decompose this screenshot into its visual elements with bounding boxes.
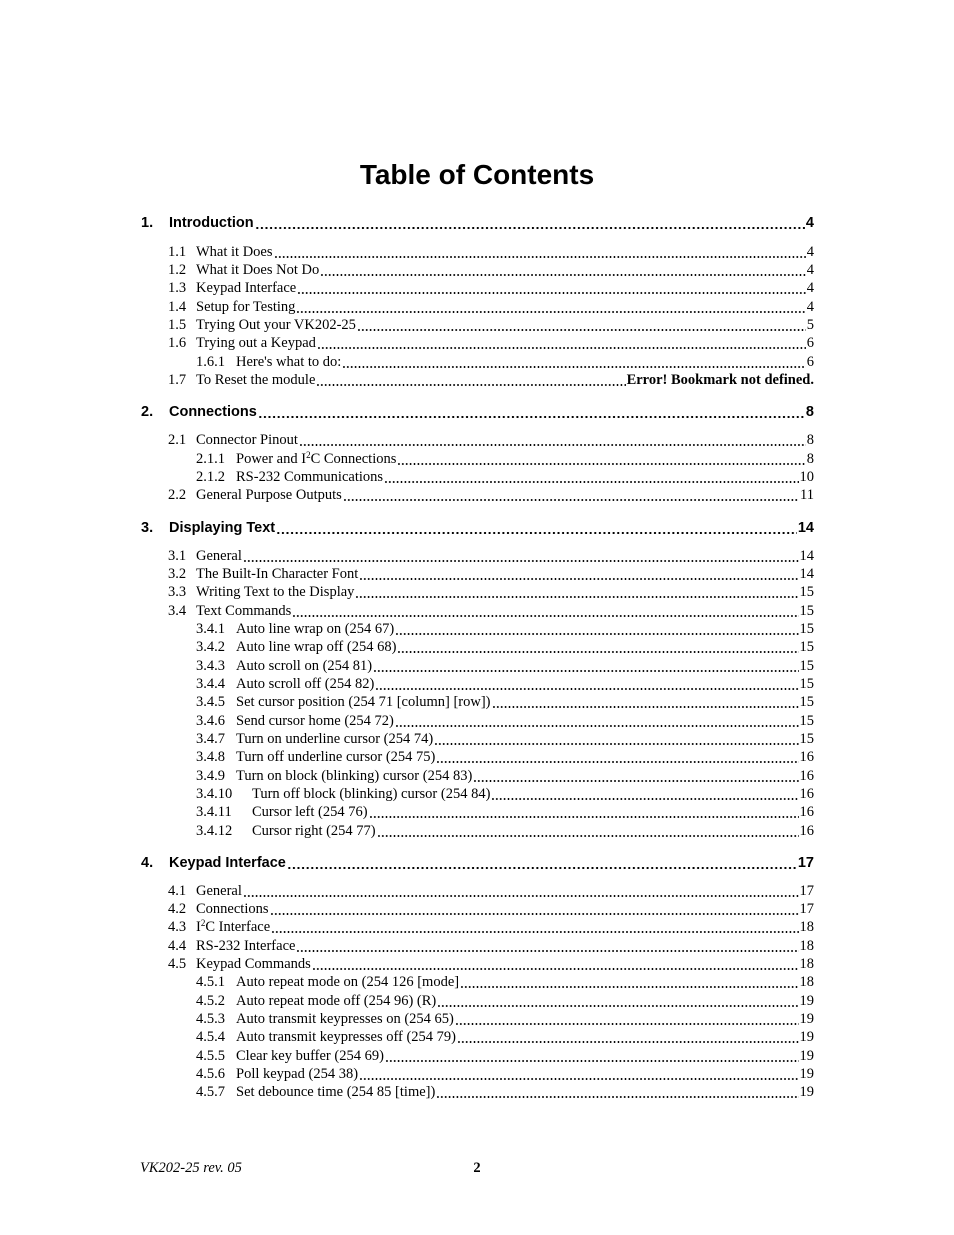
dot-leader — [384, 471, 798, 483]
toc-entry-number: 1. — [141, 215, 154, 231]
toc-entry-title: What it Does Not Do — [196, 262, 320, 278]
dot-leader — [270, 903, 799, 915]
toc-entry-number: 3. — [141, 520, 154, 536]
toc-entry-page: 16 — [799, 823, 814, 839]
toc-entry[interactable] — [168, 584, 814, 602]
toc-entry-page: 15 — [799, 676, 814, 692]
toc-entry[interactable] — [168, 956, 814, 974]
toc-entry[interactable] — [196, 713, 814, 731]
toc-entry-number: 4.5 — [168, 956, 187, 972]
toc-entry-number: 4.5.4 — [196, 1029, 225, 1045]
dot-leader — [397, 453, 805, 465]
dot-leader — [357, 319, 806, 331]
toc-entry-number: 4.5.5 — [196, 1048, 225, 1064]
toc-entry[interactable] — [196, 451, 814, 469]
toc-entry[interactable] — [196, 823, 814, 841]
toc-entry[interactable] — [168, 317, 814, 335]
toc-entry-title: Turn on block (blinking) cursor (254 83) — [236, 768, 473, 784]
dot-leader — [359, 568, 798, 580]
toc-entry[interactable] — [196, 768, 814, 786]
toc-entry-number: 3.1 — [168, 548, 187, 564]
toc-entry-number: 3.4.7 — [196, 731, 225, 747]
toc-entry-page: 19 — [799, 993, 814, 1009]
toc-entry-title: RS-232 Interface — [196, 938, 296, 954]
toc-entry[interactable] — [196, 1066, 814, 1084]
toc-entry-title: Auto transmit keypresses on (254 65) — [236, 1011, 454, 1027]
dot-leader — [317, 337, 806, 349]
toc-entry-title: Turn on underline cursor (254 74) — [236, 731, 434, 747]
toc-entry-number: 2. — [141, 404, 154, 420]
dot-leader — [375, 678, 798, 690]
toc-entry-title: General Purpose Outputs — [196, 487, 342, 503]
toc-entry[interactable] — [196, 731, 814, 749]
toc-entry[interactable] — [168, 262, 814, 280]
dot-leader — [473, 770, 798, 782]
toc-entry[interactable] — [196, 621, 814, 639]
toc-entry-page: 15 — [799, 694, 814, 710]
toc-entry-page: 16 — [799, 768, 814, 784]
toc-entry[interactable] — [168, 548, 814, 566]
dot-leader — [395, 715, 799, 727]
toc-entry-title: Set debounce time (254 85 [time]) — [236, 1084, 436, 1100]
toc-entry-page: 19 — [799, 1066, 814, 1082]
toc-entry-title: Send cursor home (254 72) — [236, 713, 394, 729]
toc-entry-page: 19 — [799, 1029, 814, 1045]
toc-entry-page: 15 — [799, 639, 814, 655]
toc-entry-title: Turn off block (blinking) cursor (254 84) — [252, 786, 491, 802]
dot-leader — [258, 406, 805, 418]
toc-entry[interactable] — [168, 919, 814, 937]
toc-entry-page: 8 — [805, 404, 814, 420]
toc-entry-title: Introduction — [169, 215, 254, 231]
toc-entry-title: Writing Text to the Display — [196, 584, 355, 600]
dot-leader — [397, 641, 798, 653]
toc-entry[interactable] — [168, 566, 814, 584]
toc-entry[interactable] — [168, 883, 814, 901]
toc-entry-title: Connections — [169, 404, 257, 420]
toc-entry-page: 14 — [799, 566, 814, 582]
dot-leader — [457, 1031, 798, 1043]
toc-entry-number: 3.4.10 — [196, 786, 233, 802]
toc-entry-title: Clear key buffer (254 69) — [236, 1048, 384, 1064]
dot-leader — [455, 1013, 799, 1025]
dot-leader — [373, 660, 798, 672]
toc-entry-number: 3.4.4 — [196, 676, 225, 692]
dot-leader — [436, 1086, 798, 1098]
toc-entry-title: Set cursor position (254 71 [column] [row]) — [236, 694, 491, 710]
toc-entry-number: 4.4 — [168, 938, 187, 954]
toc-entry-number: 3.4.5 — [196, 694, 225, 710]
toc-entry-title: General — [196, 883, 242, 899]
toc-entry-page: 18 — [799, 974, 814, 990]
toc-entry-title: Displaying Text — [169, 520, 276, 536]
dot-leader — [299, 434, 806, 446]
toc-entry-page: 4 — [805, 215, 814, 231]
dot-leader — [292, 605, 798, 617]
toc-entry-page: 18 — [799, 956, 814, 972]
toc-entry-title: Auto repeat mode on (254 126 [mode] — [236, 974, 460, 990]
toc-entry[interactable] — [196, 694, 814, 712]
toc-entry[interactable] — [196, 1084, 814, 1102]
toc-entry-title: RS-232 Communications — [236, 469, 384, 485]
toc-entry-page: 17 — [799, 901, 814, 917]
toc-entry-number: 4.5.2 — [196, 993, 225, 1009]
toc-entry-number: 4.5.7 — [196, 1084, 225, 1100]
toc-entry-title: Cursor right (254 77) — [252, 823, 376, 839]
toc-entry-page: 19 — [799, 1084, 814, 1100]
toc-entry-title: Trying out a Keypad — [196, 335, 316, 351]
toc-entry-page: 14 — [797, 520, 814, 536]
toc-entry-number: 1.4 — [168, 299, 187, 315]
toc-entry-title: Here's what to do: — [236, 354, 342, 370]
toc-entry-number: 1.2 — [168, 262, 187, 278]
toc-entry-number: 3.4.1 — [196, 621, 225, 637]
toc-entry-title: Keypad Interface — [169, 855, 286, 871]
toc-entry[interactable] — [196, 469, 814, 487]
toc-entry[interactable] — [168, 335, 814, 353]
dot-leader — [437, 995, 798, 1007]
toc-entry-page: 8 — [806, 451, 814, 467]
dot-leader — [491, 788, 798, 800]
toc-entry-title: Connector Pinout — [196, 432, 298, 448]
toc-entry-page: 15 — [799, 658, 814, 674]
toc-entry-number: 3.4.2 — [196, 639, 225, 655]
toc-entry-number: 4.5.3 — [196, 1011, 225, 1027]
toc-section-entry[interactable] — [141, 855, 814, 873]
toc-entry[interactable] — [196, 786, 814, 804]
toc-entry[interactable] — [168, 603, 814, 621]
toc-entry-number: 4.2 — [168, 901, 187, 917]
toc-entry-number: 3.4.3 — [196, 658, 225, 674]
toc-section-entry[interactable] — [141, 404, 814, 422]
toc-entry-page: 15 — [799, 603, 814, 619]
toc-entry-title: Text Commands — [196, 603, 292, 619]
dot-leader — [297, 282, 806, 294]
toc-section-entry[interactable] — [141, 520, 814, 538]
toc-entry-title: General — [196, 548, 242, 564]
dot-leader — [377, 825, 799, 837]
toc-entry-title: Auto line wrap off (254 68) — [236, 639, 397, 655]
toc-entry[interactable] — [196, 1011, 814, 1029]
toc-entry-title: Keypad Commands — [196, 956, 311, 972]
dot-leader — [359, 1068, 798, 1080]
toc-entry-number: 3.4 — [168, 603, 187, 619]
toc-entry-number: 2.1.2 — [196, 469, 225, 485]
dot-leader — [312, 958, 799, 970]
dot-leader — [355, 586, 798, 598]
toc-entry-number: 3.4.11 — [196, 804, 232, 820]
toc-entry-number: 3.4.8 — [196, 749, 225, 765]
toc-entry-title: Cursor left (254 76) — [252, 804, 368, 820]
toc-entry-title: Auto scroll off (254 82) — [236, 676, 375, 692]
toc-entry-title: Auto line wrap on (254 67) — [236, 621, 395, 637]
toc-entry-page: 11 — [800, 487, 814, 503]
toc-entry-page: 15 — [799, 713, 814, 729]
toc-entry[interactable] — [196, 354, 814, 372]
toc-entry-title: Setup for Testing — [196, 299, 296, 315]
toc-entry-number: 3.3 — [168, 584, 187, 600]
page-title: Table of Contents — [359, 159, 595, 190]
toc-entry-title: $I^2C$ Interface — [196, 919, 271, 935]
toc-entry-page: 16 — [799, 804, 814, 820]
toc-entry-number: 4. — [141, 855, 154, 871]
toc-entry-title: Poll keypad (254 38) — [236, 1066, 359, 1082]
toc-entry-page: 6 — [806, 354, 814, 370]
dot-leader — [271, 921, 798, 933]
footer-doc-id: VK202-25 rev. 05 — [140, 1160, 242, 1176]
footer-page-number: 2 — [473, 1160, 481, 1176]
toc-entry[interactable] — [168, 372, 814, 390]
dot-leader — [296, 301, 805, 313]
toc-entry[interactable] — [196, 658, 814, 676]
toc-entry-page: 15 — [799, 621, 814, 637]
toc-entry-number: 3.4.6 — [196, 713, 225, 729]
toc-entry[interactable] — [168, 938, 814, 956]
toc-entry-title: What it Does — [196, 244, 273, 260]
dot-leader — [385, 1050, 799, 1062]
toc-entry-number: 1.6.1 — [196, 354, 225, 370]
toc-entry-number: 2.2 — [168, 487, 187, 503]
toc-entry[interactable] — [168, 487, 814, 505]
dot-leader — [287, 857, 797, 869]
toc-entry-page: 15 — [799, 584, 814, 600]
toc-entry-title: Auto repeat mode off (254 96) (R) — [236, 993, 437, 1009]
dot-leader — [342, 356, 805, 368]
toc-entry-title: The Built-In Character Font — [196, 566, 359, 582]
toc-entry-page: 8 — [806, 432, 814, 448]
toc-entry-title: Auto transmit keypresses off (254 79) — [236, 1029, 457, 1045]
toc-entry-page: 4 — [806, 244, 814, 260]
toc-entry-page: 15 — [799, 731, 814, 747]
toc-entry-page: 6 — [806, 335, 814, 351]
toc-entry-page: 16 — [799, 749, 814, 765]
toc-section-entry[interactable] — [141, 215, 814, 233]
toc-entry-number: 2.1 — [168, 432, 187, 448]
toc-entry-page: 17 — [799, 883, 814, 899]
toc-entry-number: 2.1.1 — [196, 451, 225, 467]
toc-entry-number: 1.3 — [168, 280, 187, 296]
toc-entry-page: 19 — [799, 1011, 814, 1027]
toc-entry-title: To Reset the module — [196, 372, 316, 388]
dot-leader — [395, 623, 798, 635]
toc-entry-number: 3.2 — [168, 566, 187, 582]
toc-entry-page: 19 — [799, 1048, 814, 1064]
dot-leader — [296, 940, 798, 952]
dot-leader — [243, 885, 799, 897]
toc-entry[interactable] — [168, 901, 814, 919]
toc-entry-page: 17 — [797, 855, 814, 871]
toc-entry-page: 10 — [799, 469, 814, 485]
toc-entry[interactable] — [196, 1048, 814, 1066]
dot-leader — [276, 522, 797, 534]
toc-entry[interactable] — [168, 280, 814, 298]
toc-entry-number: 4.5.1 — [196, 974, 225, 990]
toc-entry-title: Connections — [196, 901, 269, 917]
toc-entry-title: Trying Out your VK202-25 — [196, 317, 356, 333]
dot-leader — [369, 806, 799, 818]
toc-entry-title: Power and $I^2C$ Connections — [236, 451, 397, 467]
toc-entry[interactable] — [168, 432, 814, 450]
toc-entry-page: 18 — [799, 938, 814, 954]
dot-leader — [492, 696, 799, 708]
dot-leader — [434, 733, 798, 745]
dot-leader — [316, 374, 625, 386]
dot-leader — [320, 264, 806, 276]
dot-leader — [343, 489, 799, 501]
dot-leader — [274, 246, 806, 258]
toc-entry[interactable] — [196, 993, 814, 1011]
toc-entry-page: 5 — [806, 317, 814, 333]
toc-entry[interactable] — [168, 299, 814, 317]
toc-entry[interactable] — [196, 974, 814, 992]
toc-entry[interactable] — [196, 639, 814, 657]
dot-leader — [436, 751, 798, 763]
toc-entry[interactable] — [196, 804, 814, 822]
toc-entry-number: 4.5.6 — [196, 1066, 225, 1082]
toc-entry-page: 18 — [799, 919, 814, 935]
toc-entry-number: 1.5 — [168, 317, 187, 333]
toc-entry-page: Error! Bookmark not defined. — [626, 372, 814, 388]
toc-entry[interactable] — [196, 749, 814, 767]
toc-entry-title: Turn off underline cursor (254 75) — [236, 749, 436, 765]
toc-entry-title: Keypad Interface — [196, 280, 297, 296]
toc-entry[interactable] — [196, 676, 814, 694]
dot-leader — [460, 976, 798, 988]
dot-leader — [255, 217, 805, 229]
dot-leader — [243, 550, 799, 562]
toc-entry-number: 3.4.9 — [196, 768, 225, 784]
toc-entry-number: 4.1 — [168, 883, 187, 899]
toc-entry[interactable] — [168, 244, 814, 262]
toc-entry[interactable] — [196, 1029, 814, 1047]
toc-entry-page: 4 — [806, 299, 814, 315]
toc-entry-page: 4 — [806, 262, 814, 278]
toc-entry-title: Auto scroll on (254 81) — [236, 658, 373, 674]
toc-entry-number: 1.6 — [168, 335, 187, 351]
toc-entry-page: 4 — [806, 280, 814, 296]
toc-entry-number: 1.1 — [168, 244, 187, 260]
toc-entry-number: 1.7 — [168, 372, 187, 388]
toc-entry-number: 3.4.12 — [196, 823, 233, 839]
toc-entry-page: 14 — [799, 548, 814, 564]
toc-entry-number: 4.3 — [168, 919, 187, 935]
toc-entry-page: 16 — [799, 786, 814, 802]
